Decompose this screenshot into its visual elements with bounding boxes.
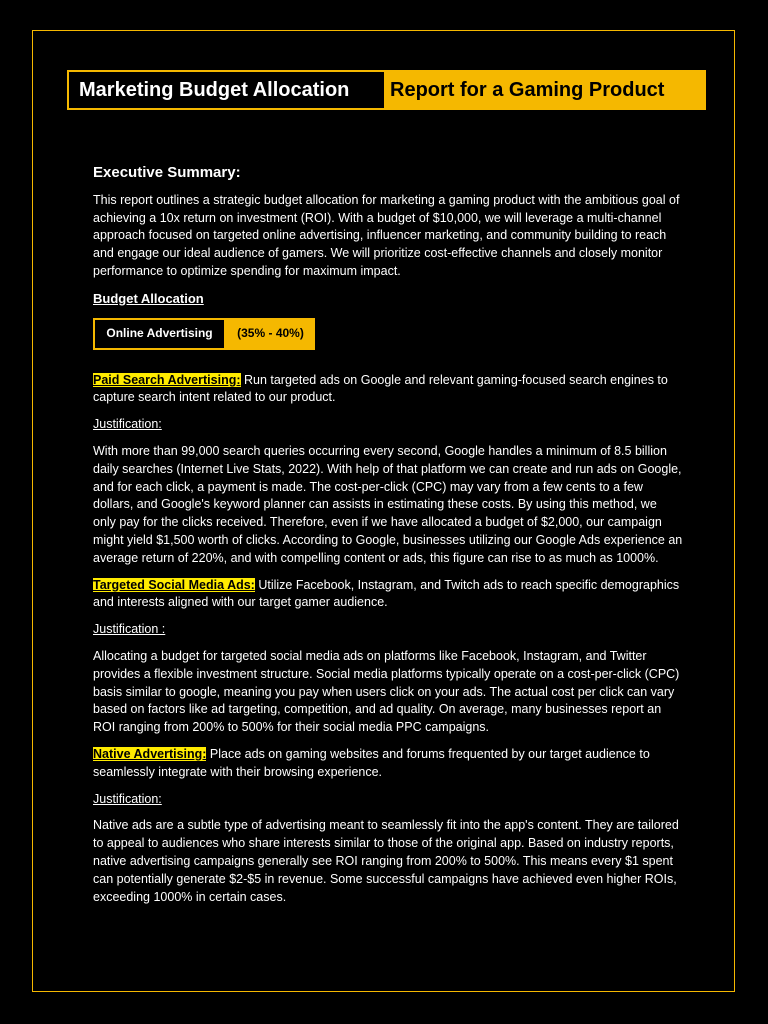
category-label: Online Advertising [93, 318, 226, 350]
section-native-advertising [93, 746, 683, 782]
section-description: Utilize Facebook, Instagram, and Twitch ads to reach specific demographics and interests aligned with our target gamer audience. [93, 577, 680, 610]
justification-label: Justification : [93, 622, 166, 637]
justification-text: Native ads are a subtle type of advertising meant to seamlessly fit into the app's content. They are tailored to appeal to audiences who share interests similar to those of the original app. Based on industry reports, native advertising campaigns generally see ROI ranging from 200% to 500%. This means every $1 spent can potentially generate $2-$5 in revenue. Some successful campaigns have achieved even higher ROIs, exceeding 1000% in certain cases. [93, 818, 679, 904]
section-label-social-media: Targeted Social Media Ads: [93, 577, 255, 592]
category-range: (35% - 40%) [226, 318, 315, 350]
section-label-paid-search: Paid Search Advertising: [93, 372, 241, 387]
budget-allocation-heading: Budget Allocation [93, 290, 204, 306]
justification-text: Allocating a budget for targeted social media ads on platforms like Facebook, Instagram, and Twitter provides a flexible investment structure. Social media platforms typically operate on a cost-per-click (CPC) basis similar to google, meaning you pay when users click on your ads. The actual cost per click can vary based on factors like ad targeting, competition, and ad quality. On average, many businesses report an ROI ranging from 200% to 500% for their social media PPC campaigns. [93, 648, 680, 735]
section-social-media [93, 577, 683, 613]
report-body [93, 164, 683, 915]
section-description: Run targeted ads on Google and relevant gaming-focused search engines to capture search intent related to our product. [93, 372, 668, 405]
executive-summary-text: This report outlines a strategic budget allocation for marketing a gaming product with the ambitious goal of achieving a 10x return on investment (ROI). With a budget of $10,000, we will leverage a multi-channel approach focused on targeted online advertising, influencer marketing, and community building to reach and engage our ideal audience of gamers. We will prioritize cost-effective channels and closely monitor performance to optimize spending for maximum impact. [93, 192, 680, 278]
title-secondary: Report for a Gaming Product [386, 70, 706, 110]
title-primary: Marketing Budget Allocation [67, 70, 386, 110]
executive-summary-heading: Executive Summary: [93, 164, 241, 181]
section-paid-search [93, 372, 683, 408]
section-label-native-advertising: Native Advertising: [93, 746, 207, 761]
title-banner [67, 70, 706, 110]
section-description: Place ads on gaming websites and forums frequented by our target audience to seamlessly integrate with their browsing experience. [93, 746, 650, 779]
justification-label: Justification: [93, 791, 162, 806]
category-badge [93, 318, 315, 350]
justification-text: With more than 99,000 search queries occurring every second, Google handles a minimum of 8.5 billion daily searches (Internet Live Stats, 2022). With help of that platform we can create and run ads on Google, and for each click, a payment is made. The cost-per-click (CPC) may vary from a few cents to a few dollars, and Google's keyword planner can assists in estimating these costs. By using this method, we only pay for the clicks received. Therefore, even if we have allocated a budget of $2,000, our campaign might yield $1,500 worth of clicks. According to Google, businesses utilizing our Google Ads experience an average return of 220%, and with compelling content or ads, this figure can rise to as much as 1000%. [93, 443, 683, 565]
justification-label: Justification: [93, 417, 162, 432]
